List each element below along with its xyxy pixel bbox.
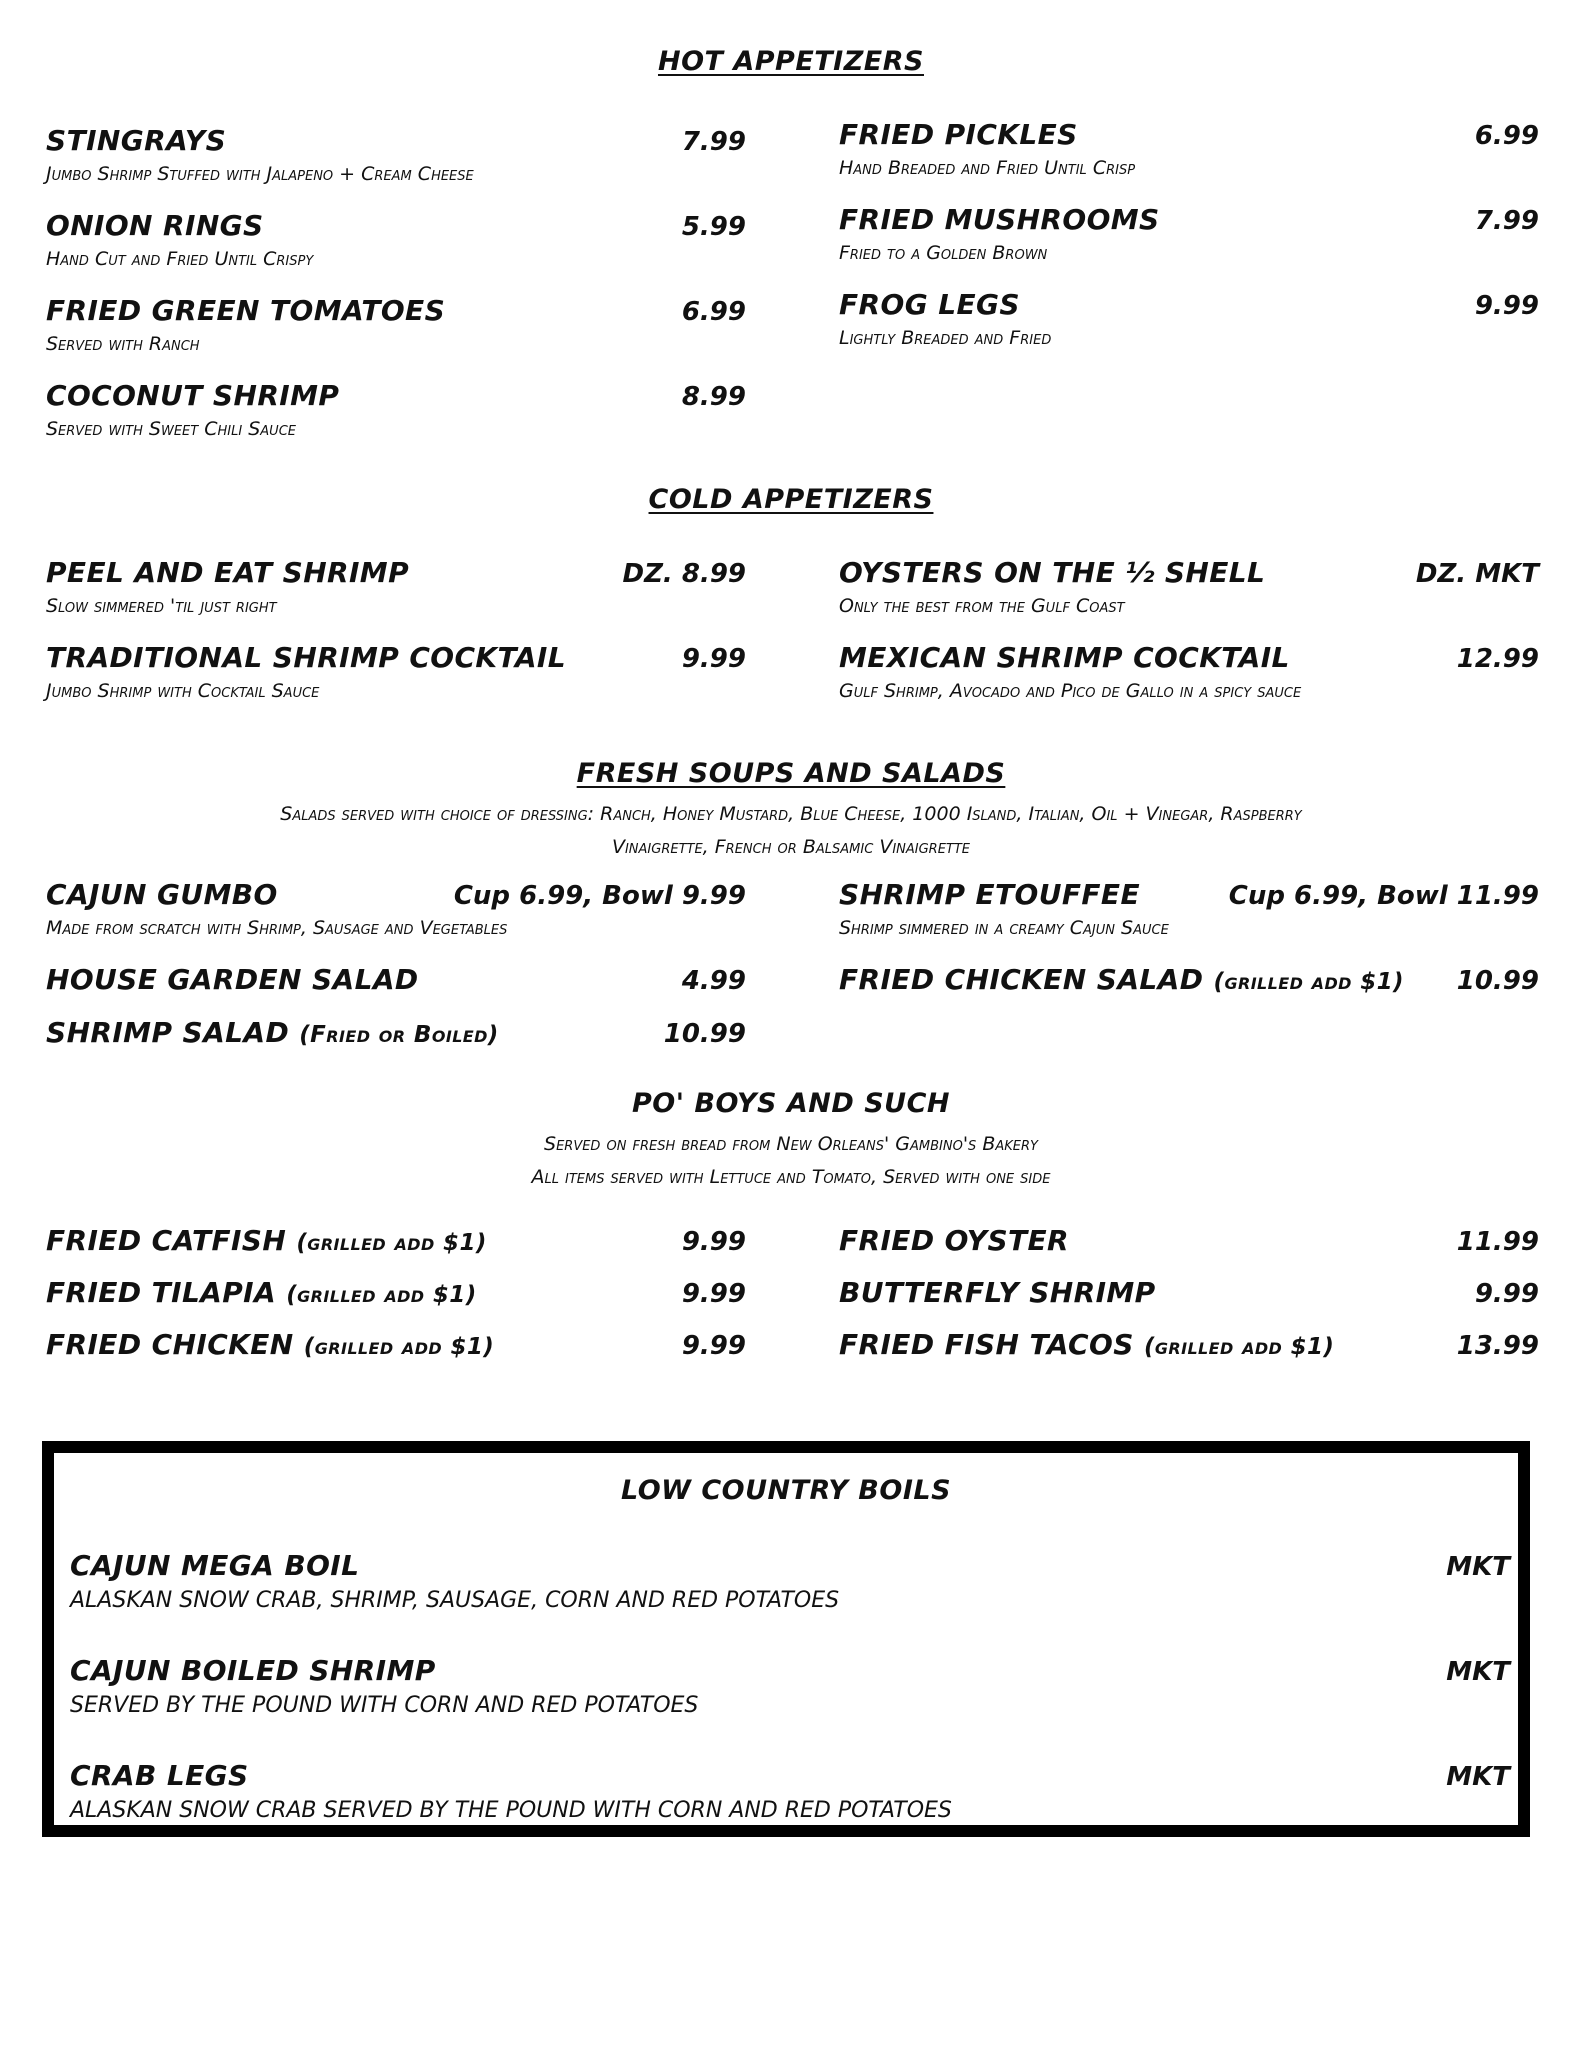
item-name-note: (grilled add $1)	[1143, 1334, 1335, 1360]
item-name: MEXICAN SHRIMP COCKTAIL	[839, 641, 1290, 674]
item-description: Served with Ranch	[46, 333, 200, 355]
item-price: 10.99	[1456, 966, 1539, 996]
item-name: ONION RINGS	[46, 209, 264, 242]
item-name: HOUSE GARDEN SALAD	[46, 963, 419, 996]
section-note: Salads served with choice of dressing: Ranch, Honey Mustard, Blue Cheese, 1000 Island, Italian, Oil + Vinegar, Raspberry	[280, 803, 1302, 825]
menu-item	[46, 878, 746, 939]
item-name-note: (grilled add $1)	[1213, 969, 1404, 995]
menu-item	[839, 118, 1539, 179]
item-name: OYSTERS ON THE ½ SHELL	[839, 556, 1266, 589]
menu-item	[70, 1654, 1510, 1718]
section-note: Vinaigrette, French or Balsamic Vinaigrette	[611, 836, 971, 858]
item-name: FRIED FISH TACOS (grilled add $1)	[839, 1328, 1335, 1361]
item-description: Made from scratch with Shrimp, Sausage and Vegetables	[46, 917, 508, 939]
item-description: ALASKAN SNOW CRAB, SHRIMP, SAUSAGE, CORN AND RED POTATOES	[70, 1588, 840, 1613]
item-description: SERVED BY THE POUND WITH CORN AND RED POTATOES	[70, 1693, 699, 1718]
item-price: 9.99	[681, 1227, 746, 1257]
menu-item	[46, 963, 746, 996]
item-name: FRIED OYSTER	[839, 1224, 1070, 1257]
item-name: STINGRAYS	[46, 124, 227, 157]
item-price: 13.99	[1456, 1331, 1539, 1361]
menu-item	[46, 1016, 746, 1049]
item-price: DZ. MKT	[1415, 559, 1539, 589]
menu-item	[839, 288, 1539, 349]
item-name: FRIED CATFISH (grilled add $1)	[46, 1224, 487, 1257]
item-description: ALASKAN SNOW CRAB SERVED BY THE POUND WITH CORN AND RED POTATOES	[70, 1798, 952, 1823]
menu-item	[839, 878, 1539, 939]
item-description: Jumbo Shrimp Stuffed with Jalapeno + Cream Cheese	[46, 163, 474, 185]
section-heading-soups-salads: FRESH SOUPS AND SALADS	[576, 758, 1006, 789]
menu-item	[46, 556, 746, 617]
menu-item	[839, 556, 1539, 617]
item-price: DZ. 8.99	[622, 559, 746, 589]
item-price: 10.99	[663, 1019, 746, 1049]
item-name-note: (grilled add $1)	[296, 1230, 487, 1256]
menu-item	[46, 1224, 746, 1257]
item-name: FRIED CHICKEN SALAD (grilled add $1)	[839, 963, 1404, 996]
item-name: FRIED CHICKEN (grilled add $1)	[46, 1328, 495, 1361]
menu-item	[839, 1224, 1539, 1257]
menu-item	[70, 1549, 1510, 1613]
item-price: 11.99	[1456, 1227, 1539, 1257]
item-price: 9.99	[1474, 291, 1539, 321]
item-name: PEEL AND EAT SHRIMP	[46, 556, 409, 589]
boils-box	[42, 1441, 1530, 1837]
item-price: 9.99	[681, 644, 746, 674]
section-heading-poboys: PO' BOYS AND SUCH	[632, 1088, 950, 1119]
menu-item	[46, 209, 746, 270]
menu-item	[839, 641, 1539, 702]
item-price: 5.99	[681, 212, 746, 242]
item-name: SHRIMP ETOUFFEE	[839, 878, 1140, 911]
item-description: Slow simmered 'til just right	[46, 595, 277, 617]
item-description: Hand Breaded and Fried Until Crisp	[839, 157, 1136, 179]
item-price: 4.99	[681, 966, 746, 996]
item-name: SHRIMP SALAD (Fried or Boiled)	[46, 1016, 499, 1049]
item-name-note: (grilled add $1)	[303, 1334, 495, 1360]
item-name-note: (grilled add $1)	[286, 1282, 477, 1308]
menu-item	[839, 203, 1539, 264]
item-price: 7.99	[681, 127, 746, 157]
item-name: FRIED PICKLES	[839, 118, 1078, 151]
item-name-note: (Fried or Boiled)	[299, 1022, 499, 1048]
menu-item	[46, 1276, 746, 1309]
menu-item	[46, 1328, 746, 1361]
item-description: Hand Cut and Fried Until Crispy	[46, 248, 314, 270]
menu-item	[70, 1759, 1510, 1823]
item-description: Lightly Breaded and Fried	[839, 327, 1052, 349]
item-description: Jumbo Shrimp with Cocktail Sauce	[46, 680, 320, 702]
menu-item	[46, 641, 746, 702]
section-heading-cold-appetizers: COLD APPETIZERS	[648, 484, 934, 515]
section-heading-boils: LOW COUNTRY BOILS	[620, 1475, 952, 1506]
menu-item	[46, 294, 746, 355]
item-description: Fried to a Golden Brown	[839, 242, 1048, 264]
item-name: CAJUN BOILED SHRIMP	[70, 1654, 436, 1687]
item-name: CAJUN GUMBO	[46, 878, 278, 911]
item-price: 6.99	[681, 297, 746, 327]
item-name: CRAB LEGS	[70, 1759, 249, 1792]
menu-item	[839, 963, 1539, 996]
item-price: 12.99	[1456, 644, 1539, 674]
item-description: Shrimp simmered in a creamy Cajun Sauce	[839, 917, 1169, 939]
item-price: Cup 6.99, Bowl 9.99	[453, 881, 746, 911]
section-note: All items served with Lettuce and Tomato, Served with one side	[531, 1166, 1051, 1188]
item-name: FRIED TILAPIA (grilled add $1)	[46, 1276, 477, 1309]
item-description: Gulf Shrimp, Avocado and Pico de Gallo in a spicy sauce	[839, 680, 1302, 702]
item-price: 9.99	[1474, 1279, 1539, 1309]
item-name: TRADITIONAL SHRIMP COCKTAIL	[46, 641, 566, 674]
menu-item	[839, 1328, 1539, 1361]
menu-item	[46, 379, 746, 440]
item-description: Served with Sweet Chili Sauce	[46, 418, 296, 440]
item-price: 8.99	[681, 382, 746, 412]
section-heading-hot-appetizers: HOT APPETIZERS	[657, 46, 924, 77]
item-name: BUTTERFLY SHRIMP	[839, 1276, 1156, 1309]
item-name: CAJUN MEGA BOIL	[70, 1549, 360, 1582]
item-price: 9.99	[681, 1279, 746, 1309]
menu-item	[839, 1276, 1539, 1309]
item-name: FROG LEGS	[839, 288, 1020, 321]
item-name: FRIED MUSHROOMS	[839, 203, 1160, 236]
item-name: COCONUT SHRIMP	[46, 379, 340, 412]
item-name: FRIED GREEN TOMATOES	[46, 294, 446, 327]
item-price: 9.99	[681, 1331, 746, 1361]
item-price: MKT	[1446, 1762, 1510, 1792]
item-price: MKT	[1446, 1552, 1510, 1582]
item-description: Only the best from the Gulf Coast	[839, 595, 1125, 617]
item-price: 6.99	[1474, 121, 1539, 151]
section-note: Served on fresh bread from New Orleans' Gambino's Bakery	[544, 1133, 1038, 1155]
menu-item	[46, 124, 746, 185]
item-price: MKT	[1446, 1657, 1510, 1687]
item-price: 7.99	[1474, 206, 1539, 236]
item-price: Cup 6.99, Bowl 11.99	[1228, 881, 1539, 911]
